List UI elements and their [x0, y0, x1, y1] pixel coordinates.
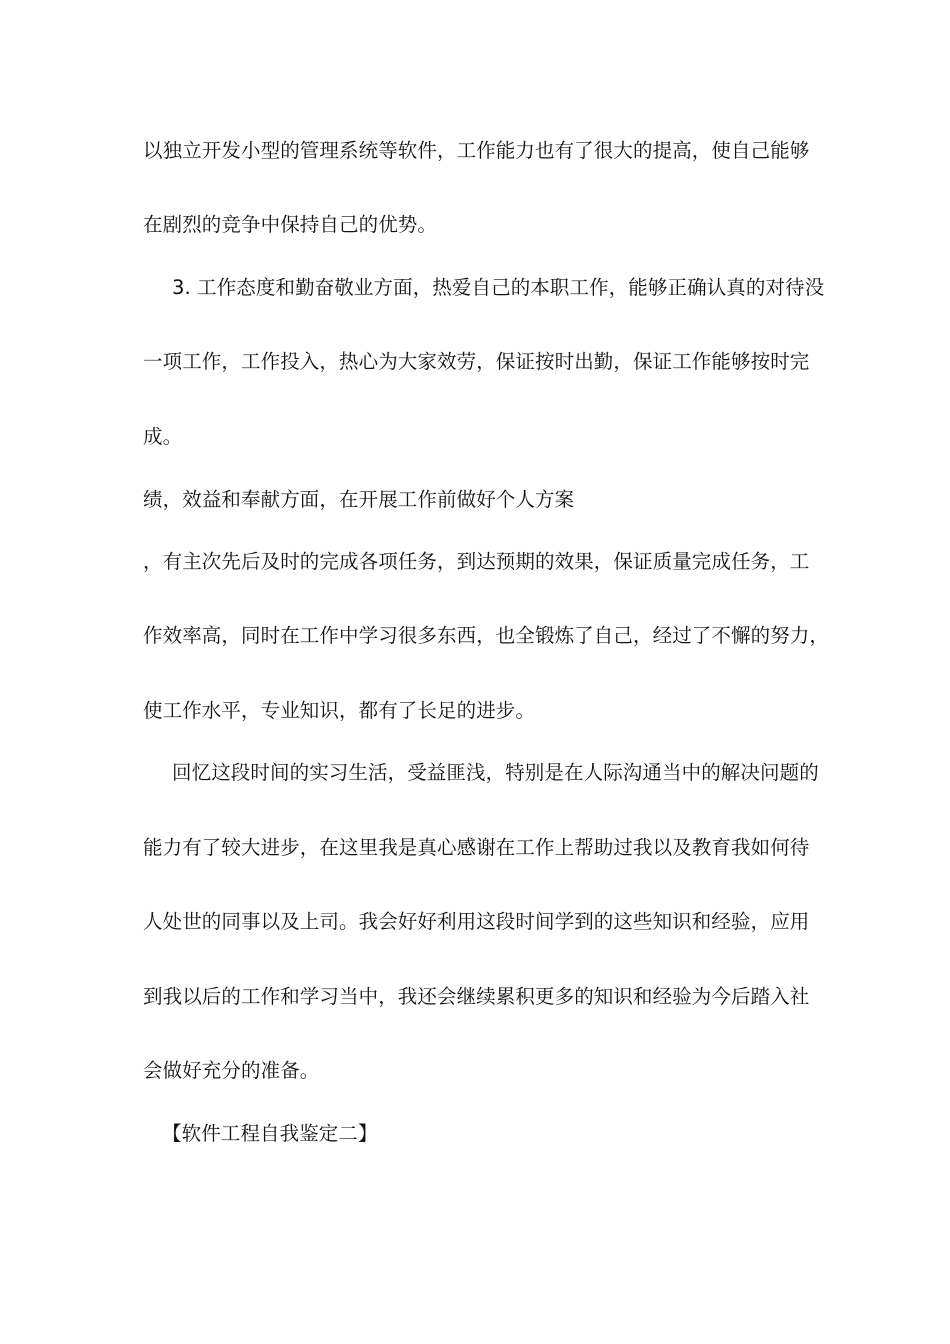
- paragraph-line-2: 在剧烈的竞争中保持自己的优势。: [143, 213, 438, 236]
- paragraph-line-3: 3. 工作态度和勤奋敬业方面，热爱自己的本职工作，能够正确认真的对待没: [172, 276, 825, 299]
- paragraph-line-11: 能力有了较大进步，在这里我是真心感谢在工作上帮助过我以及教育我如何待: [143, 836, 810, 859]
- paragraph-line-14: 会做好充分的准备。: [143, 1059, 320, 1082]
- paragraph-line-13: 到我以后的工作和学习当中，我还会继续累积更多的知识和经验为今后踏入社: [143, 985, 810, 1008]
- paragraph-line-9: 使工作水平，专业知识，都有了长足的进步。: [143, 699, 536, 722]
- paragraph-line-1: 以独立开发小型的管理系统等软件，工作能力也有了很大的提高，使自己能够: [143, 139, 810, 162]
- paragraph-line-12: 人处世的同事以及上司。我会好好利用这段时间学到的这些知识和经验，应用: [143, 910, 810, 933]
- paragraph-line-5: 成。: [143, 425, 183, 448]
- paragraph-line-7: ，有主次先后及时的完成各项任务，到达预期的效果，保证质量完成任务，工: [143, 550, 810, 573]
- paragraph-line-8: 作效率高，同时在工作中学习很多东西，也全锻炼了自己，经过了不懈的努力，: [143, 624, 830, 647]
- section-heading: 【软件工程自我鉴定二】: [162, 1122, 378, 1145]
- paragraph-line-10: 回忆这段时间的实习生活，受益匪浅，特别是在人际沟通当中的解决问题的: [172, 761, 819, 784]
- paragraph-line-4: 一项工作，工作投入，热心为大家效劳，保证按时出勤，保证工作能够按时完: [143, 350, 810, 373]
- paragraph-line-6: 绩，效益和奉献方面，在开展工作前做好个人方案: [143, 488, 575, 511]
